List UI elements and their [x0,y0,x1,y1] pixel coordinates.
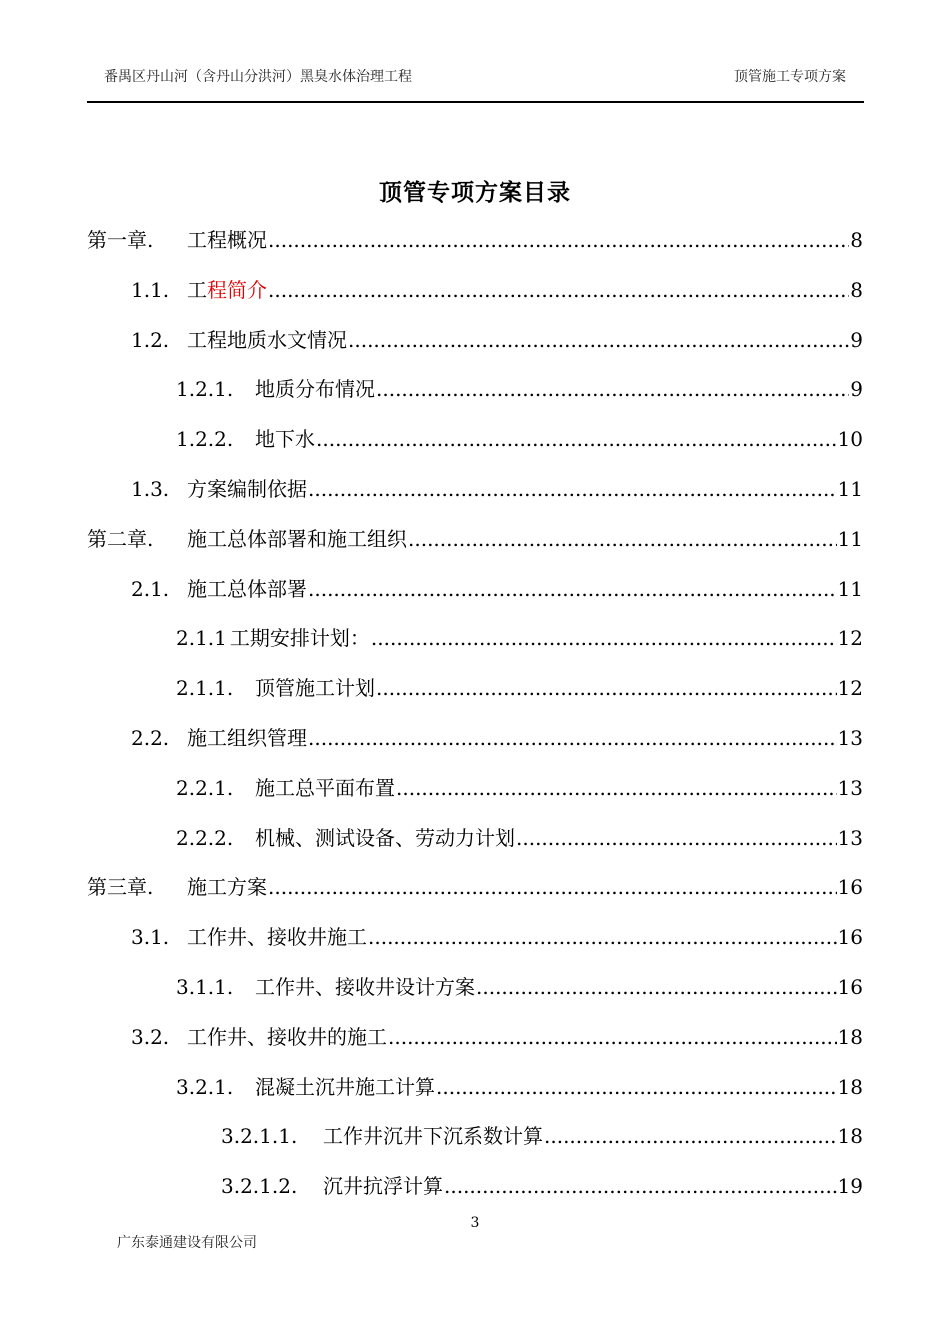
toc-entry-number: 3.1.1. [176,975,234,999]
toc-entry-title-part: 施工总平面布置 [255,775,395,800]
toc-entry[interactable] [176,823,863,853]
toc-entry-page: 18 [837,1124,863,1149]
toc-entry-title [187,872,267,902]
toc-entry-number: 1.2. [131,327,170,352]
toc-entry-page: 12 [837,676,863,701]
toc-leader-dots [268,872,837,902]
toc-leader-dots [544,1121,837,1151]
toc-entry-title-part: 施工总体部署和施工组织 [187,526,407,551]
toc-leader-dots [268,275,849,305]
toc-entry-title [323,1171,443,1201]
toc-leader-dots [376,374,849,404]
toc-entry-number: 1.3. [131,477,170,501]
toc-entry[interactable] [176,623,863,653]
toc-entry-page: 11 [837,477,863,501]
toc-entry-number: 1.2.1. [176,377,234,402]
toc-leader-dots [308,474,837,504]
toc-entry-title [255,374,375,404]
toc-entry-page: 8 [850,228,863,252]
toc-entry[interactable] [131,325,863,355]
toc-entry-page: 10 [837,427,863,452]
toc-entry-title-part: 施工总体部署 [187,576,307,601]
toc-entry-title [255,773,395,803]
toc-entry-title [187,1022,387,1052]
toc-entry-page: 13 [837,775,863,800]
toc-entry-number: 第一章. [87,228,154,252]
toc-entry-number: 3.2.1. [176,1074,234,1099]
toc-entry-page: 11 [837,576,863,601]
toc-leader-dots [316,424,837,454]
toc-entry-title-part: 工程概况 [187,228,267,252]
toc-entry-title [187,922,367,952]
toc-leader-dots [371,623,837,653]
toc-entry[interactable] [87,225,863,255]
toc-entry-title-part: 工期安排计划： [229,626,370,651]
toc-entry-title-part: 工作井沉井下沉系数计算 [323,1124,543,1149]
toc-entry-page: 13 [837,825,863,850]
toc-entry[interactable] [221,1121,863,1151]
toc-entry-page: 9 [850,327,863,352]
toc-entry-page: 18 [837,1024,863,1049]
toc-entry-number: 3.2.1.1. [221,1124,298,1149]
toc-entry[interactable] [176,972,863,1002]
toc-entry[interactable] [131,275,863,305]
toc-entry-title [255,972,475,1002]
toc-leader-dots [308,723,837,753]
toc-entry-number: 2.2.2. [176,825,234,850]
toc-entry-page: 12 [837,626,863,651]
toc-entry-title [187,574,307,604]
toc-entry-title-part: 顶管施工计划 [255,676,375,701]
toc-entry-title [255,673,375,703]
toc-entry-page: 8 [850,277,863,302]
toc-entry-title-part: 施工组织管理 [187,726,307,750]
toc-entry-number: 3.2.1.2. [221,1174,298,1199]
toc-entry[interactable] [131,474,863,504]
toc-leader-dots [476,972,837,1002]
toc-entry[interactable] [221,1171,863,1201]
toc-entry-title [230,623,370,653]
toc-entry-page: 13 [837,726,863,750]
toc-leader-dots [396,773,837,803]
toc-entry-title [323,1121,543,1151]
toc-entry-number: 第二章. [87,526,154,551]
toc-entry[interactable] [131,922,863,952]
toc-entry-title-part: 机械、测试设备、劳动力计划 [255,825,515,850]
toc-entry-number: 2.1.1. [176,676,234,701]
toc-entry-page: 16 [837,875,863,900]
toc-entry-page: 16 [837,925,863,950]
header-rule [87,101,864,103]
page-header [104,66,846,86]
page-number: 3 [470,1215,480,1231]
toc-entry-title-part: 沉井抗浮计算 [323,1174,443,1199]
toc-entry-title [187,275,267,305]
toc-entry-page: 11 [837,526,863,551]
footer-company: 广东泰通建设有限公司 [117,1235,257,1251]
toc-entry-title-part: 地下水 [255,427,315,452]
toc-entry[interactable] [176,1072,863,1102]
toc-entry[interactable] [176,673,863,703]
toc-entry[interactable] [131,574,863,604]
toc-entry-title-part: 地质分布情况 [255,377,375,402]
toc-entry-title-highlight: 程简介 [207,277,267,302]
toc-title: 顶管专项方案目录 [379,179,571,206]
toc-leader-dots [516,823,837,853]
toc-entry-title [255,424,315,454]
toc-entry-number: 2.1.1 [176,626,227,651]
toc-entry-title-part: 施工方案 [187,875,267,900]
toc-entry-page: 18 [837,1074,863,1099]
toc-entry-number: 1.2.2. [176,427,234,452]
toc-leader-dots [368,922,837,952]
toc-entry-title [187,524,407,554]
toc-entry-title-part: 工作井、接收井施工 [187,925,367,950]
toc-leader-dots [436,1072,837,1102]
toc-entry-number: 第三章. [87,875,154,900]
toc-entry[interactable] [131,723,863,753]
toc-entry[interactable] [87,524,863,554]
toc-entry-number: 1.1. [131,277,170,302]
header-project-name: 番禺区丹山河（含丹山分洪河）黑臭水体治理工程 [104,69,412,85]
toc-entry[interactable] [176,773,863,803]
toc-leader-dots [444,1171,837,1201]
toc-entry-title-part: 工作井、接收井的施工 [187,1024,387,1049]
toc-entry[interactable] [176,374,863,404]
toc-entry-page: 19 [837,1174,863,1199]
toc-entry[interactable] [87,872,863,902]
toc-entry-title [255,823,515,853]
toc-leader-dots [308,574,837,604]
toc-entry-title [187,723,307,753]
toc-entry-title [187,474,307,504]
toc-entry-title-part: 混凝土沉井施工计算 [255,1074,435,1099]
toc-entry-title-part: 工 [187,277,207,302]
toc-entry-title [255,1072,435,1102]
toc-entry-title [187,225,267,255]
toc-entry-title [187,325,347,355]
toc-entry-page: 16 [837,975,863,999]
toc-entry-title-part: 工作井、接收井设计方案 [255,975,475,999]
toc-entry-title-part: 方案编制依据 [187,477,307,501]
toc-entry[interactable] [131,1022,863,1052]
toc-entry[interactable] [176,424,863,454]
toc-entry-number: 3.2. [131,1024,170,1049]
toc-entry-number: 2.2.1. [176,775,234,800]
toc-leader-dots [268,225,849,255]
toc-leader-dots [376,673,837,703]
toc-entry-title-part: 工程地质水文情况 [187,327,347,352]
header-document-type: 顶管施工专项方案 [734,69,846,85]
toc-entry-number: 2.1. [131,576,170,601]
toc-entry-number: 2.2. [131,726,170,750]
toc-leader-dots [348,325,849,355]
toc-entry-number: 3.1. [131,925,170,950]
toc-entry-page: 9 [850,377,863,402]
toc-leader-dots [408,524,837,554]
toc-leader-dots [388,1022,837,1052]
